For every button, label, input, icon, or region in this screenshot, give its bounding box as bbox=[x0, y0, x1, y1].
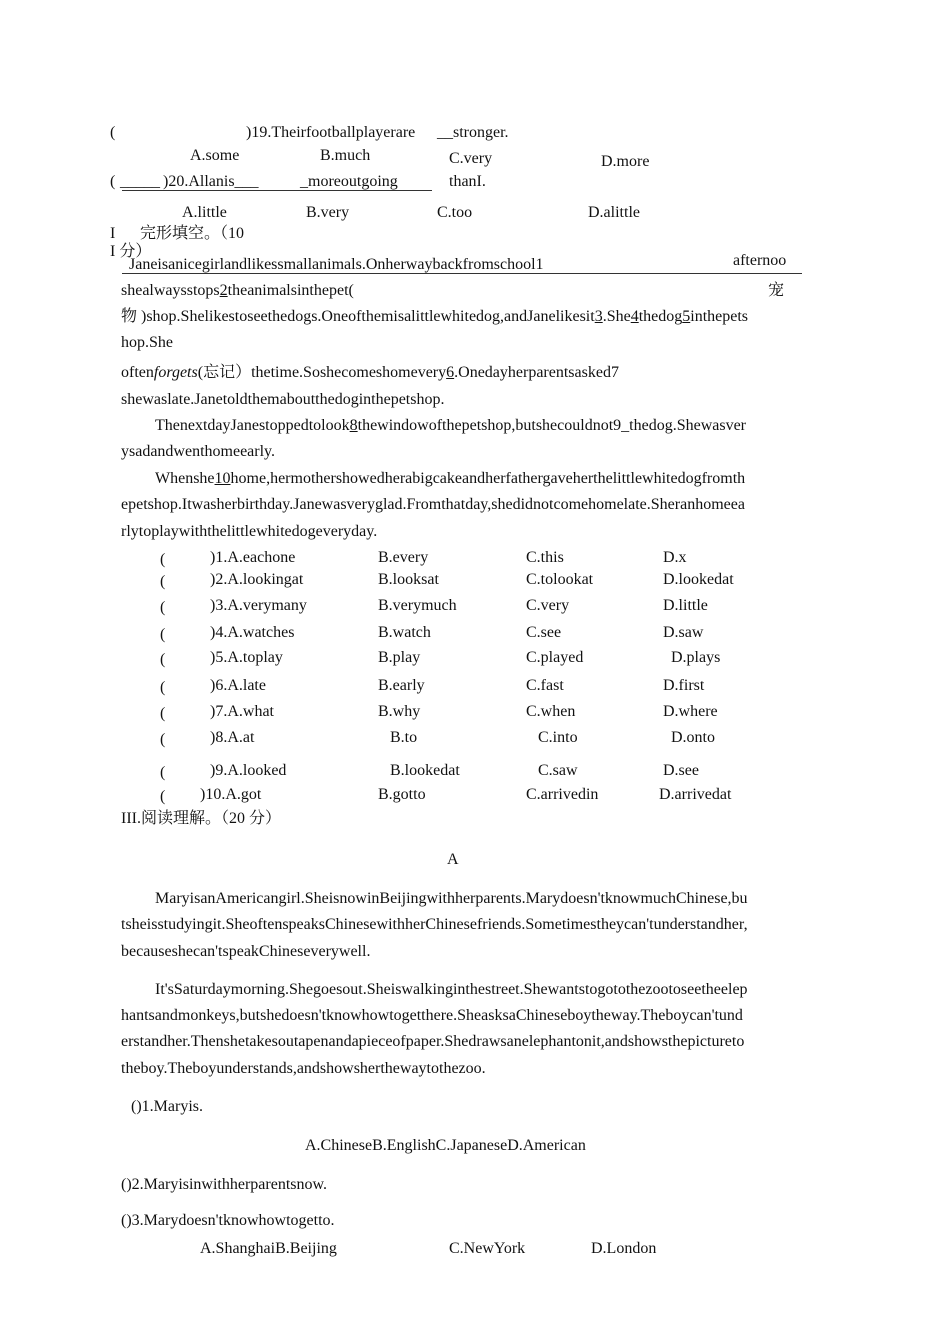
q19-stem: )19.Theirfootballplayerare bbox=[246, 124, 416, 141]
cloze-question: )5.A.toplay bbox=[210, 649, 283, 666]
cloze-question: )9.A.looked bbox=[210, 762, 287, 779]
reading-line: tsheisstudyingit.SheoftenspeaksChinesewithherChinesefriends.Sometimestheycan'tunderstandher, bbox=[121, 916, 748, 933]
reading-line: erstandher.Thenshetakesoutapenandapieceofpaper.Shedrawsanelephantonit,andshowsthepictureto bbox=[121, 1033, 745, 1050]
reading-question-1-options: A.ChineseB.EnglishC.JapaneseD.American bbox=[305, 1137, 586, 1154]
reading-question-1: ()1.Maryis. bbox=[131, 1098, 203, 1115]
q20-blank-answer: _____ bbox=[120, 173, 160, 190]
cloze-paren: ( bbox=[160, 679, 166, 696]
section2-cut-text: I 分） bbox=[110, 243, 152, 260]
q20-option-a: A.little bbox=[182, 204, 227, 221]
cloze-question: )6.A.late bbox=[210, 677, 266, 694]
q19-option-a: A.some bbox=[190, 147, 240, 164]
section3-subtitle: A bbox=[447, 851, 459, 868]
cloze-paren: ( bbox=[160, 651, 166, 668]
q19-option-b: B.much bbox=[320, 147, 371, 164]
passage-line: afternoo bbox=[733, 252, 787, 269]
reading-line: It'sSaturdaymorning.Shegoesout.Sheiswalkinginthestreet.Shewantstogotothezootoseetheelep bbox=[155, 981, 748, 998]
passage-line: oftenforgets(忘记）thetime.Soshecomeshomevery6.Onedayherparentsasked7 bbox=[121, 364, 619, 381]
q20-blank: _moreoutgoing bbox=[300, 173, 398, 190]
cloze-option-c: C.see bbox=[526, 624, 562, 641]
passage-line: Whenshe10home,hermothershowedherabigcakeandherfathergaveherthelittlewhitedogfromth bbox=[155, 470, 746, 487]
passage-line: ThenextdayJanestoppedtolook8thewindowofthepetshop,butshecouldnot9_thedog.Shewasver bbox=[155, 417, 746, 434]
cloze-option-c: C.arrivedin bbox=[526, 786, 599, 803]
q20-paren: ( bbox=[110, 173, 116, 190]
q19-option-d: D.more bbox=[601, 153, 650, 170]
cloze-paren: ( bbox=[160, 626, 166, 643]
q20-stem: )20.Allanis___ bbox=[163, 173, 259, 190]
q20-option-c: C.too bbox=[437, 204, 473, 221]
q19-paren: ( bbox=[110, 124, 116, 141]
q20-underline bbox=[122, 190, 432, 191]
cloze-option-c: C.tolookat bbox=[526, 571, 594, 588]
cloze-question: )2.A.lookingat bbox=[210, 571, 304, 588]
cloze-option-c: C.saw bbox=[538, 762, 578, 779]
cloze-option-d: D.saw bbox=[663, 624, 704, 641]
cloze-option-d: D.onto bbox=[671, 729, 715, 746]
cloze-option-b: B.play bbox=[378, 649, 421, 666]
q20-option-b: B.very bbox=[306, 204, 350, 221]
q19-option-c: C.very bbox=[449, 150, 493, 167]
cloze-question: )1.A.eachone bbox=[210, 549, 296, 566]
section2-title: 完形填空。（10 bbox=[140, 225, 245, 242]
cloze-option-d: D.first bbox=[663, 677, 705, 694]
cloze-question: )7.A.what bbox=[210, 703, 274, 720]
cloze-question: )3.A.verymany bbox=[210, 597, 307, 614]
reading-question-2-option-c: C.NewYork bbox=[449, 1240, 526, 1257]
q20-option-d: D.alittle bbox=[588, 204, 640, 221]
cloze-paren: ( bbox=[160, 731, 166, 748]
cloze-paren: ( bbox=[160, 599, 166, 616]
cloze-option-c: C.into bbox=[538, 729, 578, 746]
cloze-option-b: B.verymuch bbox=[378, 597, 457, 614]
passage-line: epetshop.Itwasherbirthday.Janewasveryglad.Fromthatday,shedidnotcomehomelate.Sheranhomeea bbox=[121, 496, 745, 513]
cloze-option-b: B.why bbox=[378, 703, 421, 720]
cloze-option-b: B.looksat bbox=[378, 571, 439, 588]
passage-line: 宠 bbox=[768, 282, 785, 299]
cloze-option-d: D.little bbox=[663, 597, 708, 614]
cloze-paren: ( bbox=[160, 573, 166, 590]
cloze-option-c: C.played bbox=[526, 649, 584, 666]
cloze-option-b: B.early bbox=[378, 677, 425, 694]
cloze-option-d: D.lookedat bbox=[663, 571, 734, 588]
passage-line: 物 )shop.Shelikestoseethedogs.Oneofthemisalittlewhitedog,andJanelikesit3.She4thedog5inthepets bbox=[121, 308, 749, 325]
cloze-paren: ( bbox=[160, 705, 166, 722]
reading-line: becauseshecan'tspeakChineseverywell. bbox=[121, 943, 371, 960]
cloze-option-c: C.when bbox=[526, 703, 576, 720]
q19-blank: __stronger. bbox=[437, 124, 509, 141]
cloze-option-c: C.very bbox=[526, 597, 570, 614]
cloze-option-b: B.every bbox=[378, 549, 429, 566]
reading-question-3: ()3.Marydoesn'tknowhowtogetto. bbox=[121, 1212, 335, 1229]
cloze-option-d: D.arrivedat bbox=[659, 786, 732, 803]
passage-line: hop.She bbox=[121, 334, 173, 351]
cloze-option-b: B.watch bbox=[378, 624, 431, 641]
passage-line: rlytoplaywiththelittlewhitedogeveryday. bbox=[121, 523, 378, 540]
cloze-question: )4.A.watches bbox=[210, 624, 295, 641]
cloze-option-d: D.x bbox=[663, 549, 687, 566]
cloze-paren: ( bbox=[160, 764, 166, 781]
cloze-paren: ( bbox=[160, 551, 166, 568]
cloze-option-d: D.where bbox=[663, 703, 718, 720]
cloze-question: )10.A.got bbox=[200, 786, 262, 803]
reading-line: hantsandmonkeys,butshedoesn'tknowhowtogetthere.SheasksaChineseboytheway.Theboycan'tund bbox=[121, 1007, 743, 1024]
passage-line: shealwaysstops2theanimalsinthepet( bbox=[121, 282, 354, 299]
reading-question-2: ()2.Maryisinwithherparentsnow. bbox=[121, 1176, 328, 1193]
passage-line: ysadandwenthomeearly. bbox=[121, 443, 276, 460]
cloze-option-c: C.this bbox=[526, 549, 564, 566]
cloze-option-c: C.fast bbox=[526, 677, 564, 694]
reading-line: theboy.Theboyunderstands,andshowsherthewaytothezoo. bbox=[121, 1060, 486, 1077]
cloze-option-b: B.to bbox=[390, 729, 418, 746]
cloze-question: )8.A.at bbox=[210, 729, 255, 746]
divider-line bbox=[122, 273, 802, 274]
q20-tail: thanI. bbox=[449, 173, 486, 190]
reading-line: MaryisanAmericangirl.SheisnowinBeijingwithherparents.Marydoesn'tknowmuchChinese,bu bbox=[155, 890, 748, 907]
section3-title: III.阅读理解。（20 分） bbox=[121, 810, 281, 827]
section2-number: I bbox=[110, 225, 116, 242]
reading-question-2-option-ab: A.ShanghaiB.Beijing bbox=[200, 1240, 337, 1257]
passage-line: shewaslate.Janetoldthemaboutthedoginthepetshop. bbox=[121, 391, 445, 408]
cloze-paren: ( bbox=[160, 788, 166, 805]
cloze-option-b: B.gotto bbox=[378, 786, 426, 803]
reading-question-2-option-d: D.London bbox=[591, 1240, 657, 1257]
cloze-option-d: D.plays bbox=[671, 649, 721, 666]
cloze-option-b: B.lookedat bbox=[390, 762, 460, 779]
cloze-option-d: D.see bbox=[663, 762, 699, 779]
passage-line: Janeisanicegirlandlikessmallanimals.Onherwaybackfromschool1 bbox=[129, 256, 544, 273]
